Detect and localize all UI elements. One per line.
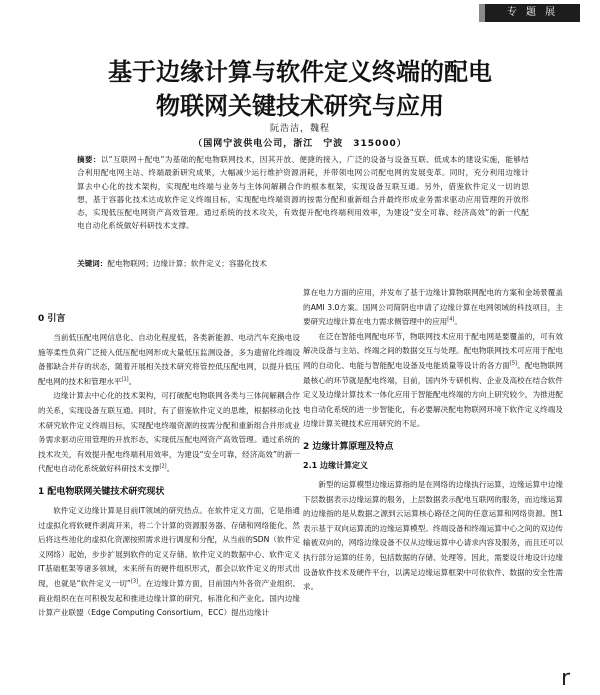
keywords-label: 关键词：	[77, 259, 108, 268]
section-0-heading: 0 引言	[38, 314, 66, 324]
abstract	[77, 153, 529, 233]
page-corner-mark: r	[560, 666, 570, 691]
section-0-paragraph-1: 当前低压配电网信息化、自动化程度低，各类新能源、电动汽车充换电设施等柔性负荷广泛接入低压配电网形成大量低压监测设备，多为遗留化终端设备都缺合并存的状态，随着开展相关技术研究将管控低压配电网，以提升低压配电网的技术和管理水平[1]。	[38, 333, 300, 386]
section-2-1-heading: 2.1 边缘计算定义	[303, 460, 368, 470]
affiliation: （国网宁波供电公司，浙江 宁波 315000）	[193, 139, 407, 149]
left-column	[38, 312, 300, 621]
section-1-heading: 1 配电物联网关键技术研究现状	[38, 486, 165, 497]
abstract-label: 摘要：	[77, 155, 101, 164]
keywords	[77, 258, 529, 270]
section-2-1-paragraph: 新型的运算模型边缘运算指的是在网络的边缘执行运算，边缘运算中边缘下层数据表示边缘运算的服务，上层数据表示配电互联网的服务，而边缘运算的边缘指的是从数据之源到云运算核心路径之间的任意运算和网络资源。图1表示基于双向运算流的边缘运算模型。终端设备和终端运算中心之间的双边传输被双向的，网络边缘设备不仅从边缘运算中心请求内容及服务，而且还可以执行部分运算的任务，包括数据的存储、处理等。因此，需要设计地设计边缘设备软件技术及硬件平台，以满足边缘运算框架中可依软件、数据的安全性需求。	[303, 479, 563, 592]
authors: 阮浩洁，魏程	[269, 124, 330, 134]
section-badge: 专 题 展	[479, 4, 580, 22]
section-2-heading: 2 边缘计算原理及特点	[303, 441, 394, 452]
right-paragraph-2: 在泛在智能电网配电环节，物联网技术应用于配电网是要覆盖的，可有效解决设备与主站、终端之间的数据交互与处理。配电物联网技术可应用于配电网的自动化、电能与智能配电设备及电能质量等设计的各方面[5]。配电物联网最核心的环节就是配电终端，目前，国内外专研机构、企业及高校在结合软件定义及边缘计算技术一体化应用于智能配电终端的方向上研究较少，为推进配电自动化系统的进一步智能化，有必要解决配电物联网环境下软件定义终端及边缘计算关键技术应用研究的不足。	[303, 331, 563, 429]
title-line-1: 基于边缘计算与软件定义终端的配电	[108, 58, 492, 86]
title-line-2: 物联网关键技术研究与应用	[156, 92, 444, 120]
section-0-paragraph-2: 边缘计算去中心化的技术架构，可打破配电物联网各类与三体间解耦合作的关系，实现设备互联互通。同时，有了借鉴软件定义的思维，根据移动化技术研究软件定义终端目标，实现配电终端资源的按需分配和重新组合并形成业务需求驱动应用管理的开放形态，实现低压配电网资产高效管理。通过系统的技术攻关，有效提升配电终端利用效率，为建设“安全可靠，经济高效”的新一代配电自动化系统做好科研技术支撑[2]。	[38, 391, 300, 474]
abstract-text: 以“互联网＋配电”为基础的配电物联网技术，因其开放、便捷的接入，广泛的设备与设备互联、低成本的建设实施，能够结合利用配电网主站、终端最新研究成果，大幅减少运行维护资源消耗，并带领电网公司配电网的发展变革。同时，充分利用边缘计算去中心化的技术架构，实现配电终端与业务与主体间解耦合作的根本框架，实现设备互联互通。另外，借鉴软件定义一切的思想，基于容器化技术达成软件定义终端目标，实现配电终端资源的按需分配和重新组合并最终形成业务需求驱动应用管理的开放形态，实现低压配电网资产高效管理。通过系统的技术攻关，有效提升配电终端利用效率，为建设“安全可靠、经济高效”的新一代配电自动化系统做好科研技术支撑。	[77, 155, 529, 231]
paper-title	[40, 55, 560, 123]
keywords-text: 配电物联网；边缘计算；软件定义；容器化技术	[107, 259, 267, 268]
right-paragraph-1: 算在电力方面的应用，并发布了基于边缘计算物联网配电的方案和金场景覆盖的AMI 3.0方案。国网公司简阴也申请了边缘计算在电网领域的科技项目，主要研究边缘计算在电力需求侧管理中的应用[4]。	[303, 288, 563, 327]
section-1-paragraph-1: 软件定义边缘计算是目前IT领域的研究热点。在软件定义方面，它是指通过虚拟化将软硬件剥离开来，将二个计算的资源服务器、存储和网络能化，然后将这些池化的虚拟化资源按照需求进行调度和分配，从当前的SDN（软件定义网络）起始，步步扩展到软件的定义存储、软件定义的数据中心、软件定义IT基础框架等诸多领域，未来所有的硬件组织形式，都会以软件定义的形式出现，也就是“软件定义一切”[3]。在边缘计算方面，目前国内外各资产业组织、商业组织在在可积极发起和推进边缘计算的研究、标准化和产业化。国内边缘计算产业联盟（Edge Computing Consortium，ECC）提出边缘计	[38, 505, 301, 618]
right-column	[303, 286, 563, 595]
